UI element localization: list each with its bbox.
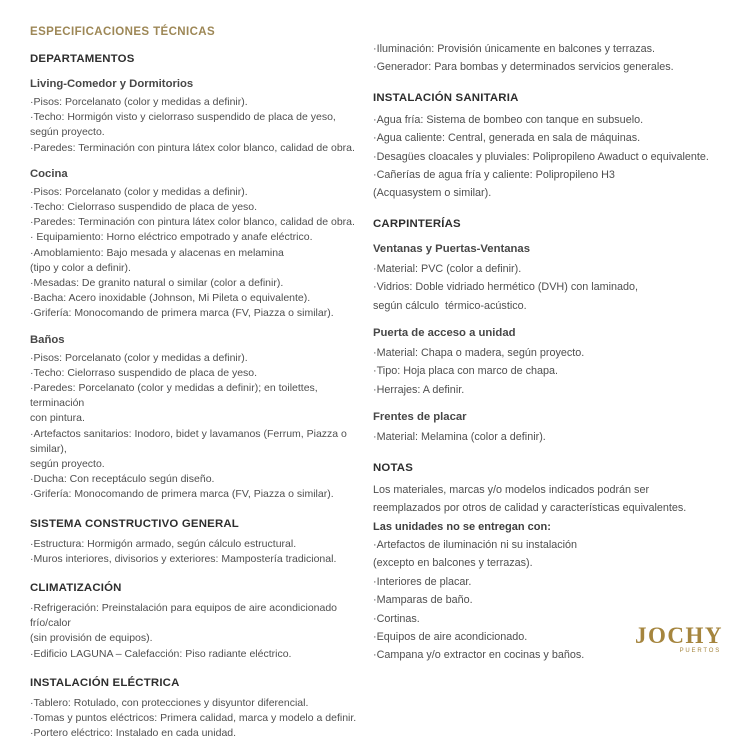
brand-logo-tagline: PUERTOS xyxy=(679,648,721,654)
spec-line: ·Tipo: Hoja placa con marco de chapa. xyxy=(373,365,559,378)
spec-line: ·Generador: Para bombas y determinados servicios generales. xyxy=(373,61,674,74)
spec-line: ·Pisos: Porcelanato (color y medidas a definir). xyxy=(30,185,248,198)
spec-line: ·Iluminación: Provisión únicamente en balcones y terrazas. xyxy=(373,43,656,55)
spec-line: ·Techo: Cielorraso suspendido de placa de yeso. xyxy=(30,201,258,214)
brand-logo-wordmark: JOCHY xyxy=(635,623,723,648)
spec-line: ·Tomas y puntos eléctricos: Primera calidad, marca y modelo a definir. xyxy=(30,712,357,725)
spec-line: ·Interiores de placar. xyxy=(373,575,472,588)
section-subheading: Living-Comedor y Dormitorios xyxy=(30,78,194,90)
spec-line: ·Equipos de aire acondicionado. xyxy=(373,630,528,643)
left-column xyxy=(30,26,373,742)
spec-line: ·Mesadas: De granito natural o similar (color a definir). xyxy=(30,277,284,290)
spec-line: según proyecto. xyxy=(30,458,105,471)
spec-line: según cálculo térmico-acústico. xyxy=(373,299,527,312)
spec-line: ·Paredes: Terminación con pintura látex color blanco, calidad de obra. xyxy=(30,216,355,229)
section-heading: CARPINTERÍAS xyxy=(373,217,461,230)
spec-line: ·Portero eléctrico: Instalado en cada unidad. xyxy=(30,727,237,740)
spec-line: ·Tablero: Rotulado, con protecciones y disyuntor diferencial. xyxy=(30,696,309,709)
spec-line: reemplazados por otros de calidad y características equivalentes. xyxy=(373,502,687,515)
spec-line: ·Material: Chapa o madera, según proyecto. xyxy=(373,347,585,360)
spec-line: ·Grifería: Monocomando de primera marca (FV, Piazza o similar). xyxy=(30,488,334,501)
document-title: ESPECIFICACIONES TÉCNICAS xyxy=(30,26,216,38)
spec-line: ·Herrajes: A definir. xyxy=(373,383,465,396)
spec-line: ·Grifería: Monocomando de primera marca (FV, Piazza o similar). xyxy=(30,307,334,320)
spec-line: ·Pisos: Porcelanato (color y medidas a definir). xyxy=(30,96,248,108)
spec-line: ·Agua caliente: Central, generada en sala de máquinas. xyxy=(373,132,641,145)
section-heading: CLIMATIZACIÓN xyxy=(30,582,122,595)
spec-line: ·Material: PVC (color a definir). xyxy=(373,262,522,275)
spec-line: ·Refrigeración: Preinstalación para equipos de aire acondicionado frío/calor xyxy=(30,602,340,630)
section-subheading: Frentes de placar xyxy=(373,411,467,424)
section-subheading: Cocina xyxy=(30,167,68,180)
spec-line: ·Muros interiores, divisorios y exteriores: Mampostería tradicional. xyxy=(30,552,337,565)
spec-line: ·Vidrios: Doble vidriado hermético (DVH) con laminado, xyxy=(373,281,639,294)
spec-line: según proyecto. xyxy=(30,126,105,139)
note-emphasis-line: Las unidades no se entregan con: xyxy=(373,520,551,533)
spec-line: ·Campana y/o extractor en cocinas y baños. xyxy=(373,649,585,662)
spec-line: ·Mamparas de baño. xyxy=(373,594,473,607)
spec-line: ·Paredes: Porcelanato (color y medidas a definir); en toilettes, terminación xyxy=(30,382,321,410)
spec-line: ·Pisos: Porcelanato (color y medidas a definir). xyxy=(30,351,248,364)
section-subheading: Ventanas y Puertas-Ventanas xyxy=(373,242,530,255)
spec-line: ·Artefactos sanitarios: Inodoro, bidet y lavamanos (Ferrum, Piazza o similar), xyxy=(30,427,350,455)
spec-line: ·Material: Melamina (color a definir). xyxy=(373,431,546,444)
spec-line: ·Agua fría: Sistema de bombeo con tanque en subsuelo. xyxy=(373,113,644,126)
spec-line: con pintura. xyxy=(30,412,85,425)
spec-line: ·Cañerías de agua fría y caliente: Polipropileno H3 xyxy=(373,169,615,182)
spec-line: Los materiales, marcas y/o modelos indicados podrán ser xyxy=(373,483,650,496)
spec-line: ·Amoblamiento: Bajo mesada y alacenas en melamina xyxy=(30,246,284,259)
section-heading: NOTAS xyxy=(373,461,414,474)
spec-line: · Equipamiento: Horno eléctrico empotrado y anafe eléctrico. xyxy=(30,231,313,244)
spec-line: ·Techo: Cielorraso suspendido de placa de yeso. xyxy=(30,366,258,379)
spec-line: ·Paredes: Terminación con pintura látex color blanco, calidad de obra. xyxy=(30,141,355,154)
section-heading: DEPARTAMENTOS xyxy=(30,53,135,65)
section-subheading: Puerta de acceso a unidad xyxy=(373,327,516,340)
spec-line: ·Cortinas. xyxy=(373,612,420,625)
section-heading: INSTALACIÓN ELÉCTRICA xyxy=(30,676,180,689)
spec-line: (Acquasystem o similar). xyxy=(373,187,492,200)
spec-line: (tipo y color a definir). xyxy=(30,261,131,274)
section-heading: INSTALACIÓN SANITARIA xyxy=(373,91,519,104)
spec-line: ·Ducha: Con receptáculo según diseño. xyxy=(30,473,215,486)
spec-line: ·Artefactos de iluminación ni su instalación xyxy=(373,538,578,551)
brand-logo xyxy=(635,625,723,654)
spec-line: ·Estructura: Hormigón armado, según cálculo estructural. xyxy=(30,537,297,550)
spec-line: ·Desagües cloacales y pluviales: Polipropileno Awaduct o equivalente. xyxy=(373,150,709,163)
section-heading: SISTEMA CONSTRUCTIVO GENERAL xyxy=(30,517,239,530)
spec-line: ·Techo: Hormigón visto y cielorraso suspendido de placa de yeso, xyxy=(30,111,336,124)
spec-line: (excepto en balcones y terrazas). xyxy=(373,557,533,570)
section-subheading: Baños xyxy=(30,333,65,346)
spec-line: (sin provisión de equipos). xyxy=(30,632,153,645)
spec-line: ·Bacha: Acero inoxidable (Johnson, Mi Pileta o equivalente). xyxy=(30,292,311,305)
spec-line: ·Edificio LAGUNA – Calefacción: Piso radiante eléctrico. xyxy=(30,647,292,660)
